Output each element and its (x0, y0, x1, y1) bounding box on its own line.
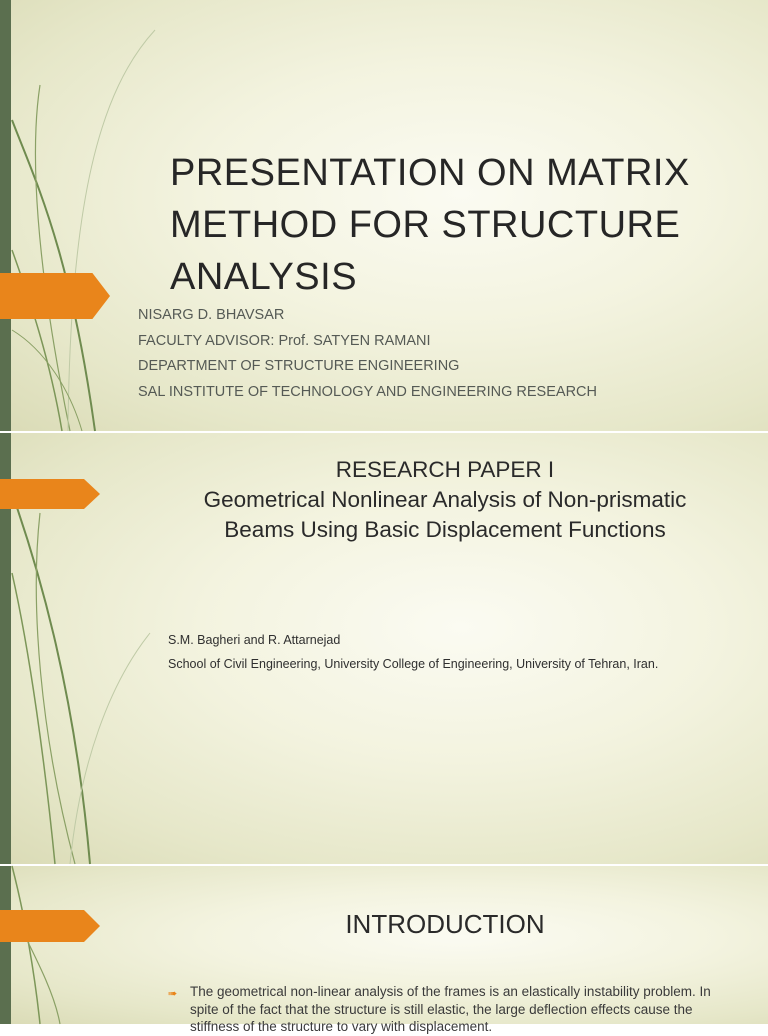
section-heading: INTRODUCTION (345, 909, 545, 939)
decorative-leaf-lines (0, 0, 140, 431)
paper-title: Geometrical Nonlinear Analysis of Non-prismatic Beams Using Basic Displacement Functions (203, 487, 687, 542)
bullet-list (168, 983, 718, 1036)
faculty-advisor: FACULTY ADVISOR: Prof. SATYEN RAMANI (138, 332, 431, 349)
paper-affiliation: School of Civil Engineering, University College of Engineering, University of Tehran, Iran. (168, 657, 659, 671)
accent-tab-arrow (0, 273, 110, 319)
bullet-arrow-icon: ➠ (168, 988, 178, 1000)
slide-title (0, 0, 768, 431)
paper-heading (170, 455, 720, 545)
presenter-details (138, 303, 738, 405)
decorative-leaf-lines (0, 866, 120, 1024)
paper-authors: S.M. Bagheri and R. Attarnejad (168, 633, 341, 647)
department-name: DEPARTMENT OF STRUCTURE ENGINEERING (138, 358, 460, 374)
institute-name: SAL INSTITUTE OF TECHNOLOGY AND ENGINEERING RESEARCH (138, 383, 597, 400)
slide-side-bar (0, 866, 11, 1024)
paper-authors-block (168, 628, 748, 676)
paper-label: RESEARCH PAPER I (335, 457, 555, 482)
slide-side-bar (0, 0, 11, 431)
presentation-title: PRESENTATION ON MATRIX METHOD FOR STRUCTURE ANALYSIS (170, 152, 690, 298)
accent-tab-arrow (0, 479, 100, 509)
author-name: NISARG D. BHAVSAR (138, 307, 285, 323)
accent-tab-arrow (0, 910, 100, 942)
bullet-item-text: The geometrical non-linear analysis of the frames is an elastically instability problem. In spite of the fact that the structure is still elastic, the large deflection effects cause the stiffness of the structure to vary with displacement. (190, 984, 711, 1034)
